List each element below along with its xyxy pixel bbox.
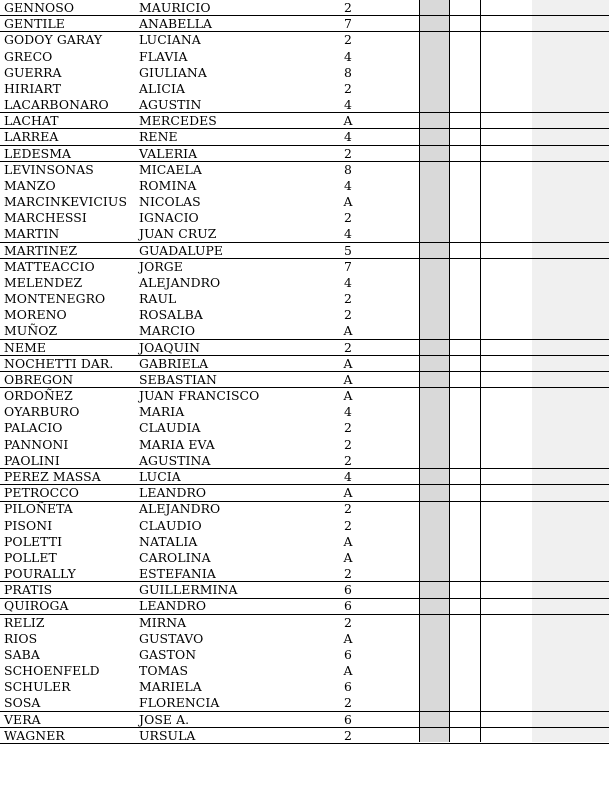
last-name-cell: RIOS	[4, 630, 38, 646]
table-row	[0, 518, 609, 534]
code-cell: 2	[344, 291, 352, 307]
code-cell: A	[343, 533, 353, 549]
last-name-cell: GUERRA	[4, 64, 62, 80]
last-name-cell: POURALLY	[4, 566, 76, 582]
table-row	[0, 226, 609, 242]
table-row	[0, 49, 609, 65]
first-name-cell: CLAUDIA	[139, 420, 201, 436]
first-name-cell: JUAN FRANCISCO	[139, 388, 260, 404]
last-name-cell: PISONI	[4, 517, 53, 533]
last-name-cell: PANNONI	[4, 436, 69, 452]
first-name-cell: JOAQUIN	[139, 339, 201, 355]
row-separator	[0, 743, 609, 744]
row-separator	[0, 614, 609, 615]
table-row	[0, 550, 609, 566]
table-row	[0, 372, 609, 388]
last-name-cell: LEDESMA	[4, 145, 72, 161]
table-row	[0, 307, 609, 323]
first-name-cell: GUSTAVO	[139, 630, 204, 646]
first-name-cell: MICAELA	[139, 161, 202, 177]
last-name-cell: SCHULER	[4, 679, 71, 695]
last-name-cell: MANZO	[4, 177, 56, 193]
table-row	[0, 0, 609, 16]
code-cell: A	[343, 663, 353, 679]
code-cell: A	[343, 355, 353, 371]
code-cell: 4	[344, 129, 352, 145]
code-cell: 2	[344, 517, 352, 533]
first-name-cell: MAURICIO	[139, 0, 211, 15]
code-cell: 8	[344, 161, 352, 177]
row-separator	[0, 112, 609, 113]
table-row	[0, 566, 609, 582]
code-cell: 6	[344, 679, 352, 695]
table-row	[0, 97, 609, 113]
first-name-cell: MARIA EVA	[139, 436, 215, 452]
last-name-cell: QUIROGA	[4, 598, 69, 614]
first-name-cell: GUILLERMINA	[139, 582, 238, 598]
row-separator	[0, 468, 609, 469]
table-row	[0, 16, 609, 32]
code-cell: 4	[344, 48, 352, 64]
last-name-cell: MARCINKEVICIUS	[4, 194, 128, 210]
table-row	[0, 582, 609, 598]
first-name-cell: RAUL	[139, 291, 177, 307]
code-cell: 2	[344, 307, 352, 323]
code-cell: 6	[344, 711, 352, 727]
last-name-cell: GENNOSO	[4, 0, 75, 15]
first-name-cell: MIRNA	[139, 614, 187, 630]
table-row	[0, 65, 609, 81]
last-name-cell: SCHOENFELD	[4, 663, 100, 679]
last-name-cell: GENTILE	[4, 16, 65, 32]
code-cell: A	[343, 388, 353, 404]
last-name-cell: PAOLINI	[4, 452, 60, 468]
first-name-cell: ANABELLA	[139, 16, 213, 32]
last-name-cell: OYARBURO	[4, 404, 80, 420]
code-cell: 2	[344, 501, 352, 517]
last-name-cell: PEREZ MASSA	[4, 468, 101, 484]
table-row	[0, 501, 609, 517]
first-name-cell: LUCIA	[139, 468, 181, 484]
table-row	[0, 679, 609, 695]
last-name-cell: MONTENEGRO	[4, 291, 106, 307]
code-cell: 2	[344, 452, 352, 468]
table-row	[0, 631, 609, 647]
row-separator	[0, 145, 609, 146]
table-row	[0, 388, 609, 404]
table-row	[0, 437, 609, 453]
row-separator	[0, 581, 609, 582]
code-cell: 2	[344, 727, 352, 743]
table-row	[0, 259, 609, 275]
last-name-cell: ORDOÑEZ	[4, 388, 73, 404]
code-cell: 7	[344, 258, 352, 274]
table-row	[0, 32, 609, 48]
first-name-cell: LUCIANA	[139, 32, 201, 48]
first-name-cell: MARIA	[139, 404, 185, 420]
code-cell: 2	[344, 210, 352, 226]
row-separator	[0, 598, 609, 599]
first-name-cell: NATALIA	[139, 533, 198, 549]
table-row	[0, 291, 609, 307]
first-name-cell: JOSE A.	[139, 711, 190, 727]
row-separator	[0, 484, 609, 485]
first-name-cell: LEANDRO	[139, 485, 207, 501]
last-name-cell: VERA	[4, 711, 41, 727]
table-row	[0, 453, 609, 469]
first-name-cell: TOMAS	[139, 663, 189, 679]
table-row	[0, 129, 609, 145]
table-row	[0, 356, 609, 372]
code-cell: 4	[344, 177, 352, 193]
first-name-cell: CAROLINA	[139, 549, 211, 565]
table-row	[0, 323, 609, 339]
code-cell: 2	[344, 614, 352, 630]
first-name-cell: VALERIA	[139, 145, 198, 161]
row-separator	[0, 387, 609, 388]
table-row	[0, 615, 609, 631]
table-row	[0, 663, 609, 679]
row-separator	[0, 501, 609, 502]
first-name-cell: MARIELA	[139, 679, 202, 695]
last-name-cell: NEME	[4, 339, 47, 355]
table-row	[0, 695, 609, 711]
last-name-cell: MUÑOZ	[4, 323, 58, 339]
code-cell: 2	[344, 695, 352, 711]
row-separator	[0, 727, 609, 728]
last-name-cell: OBREGON	[4, 371, 74, 387]
first-name-cell: NICOLAS	[139, 194, 201, 210]
first-name-cell: GIULIANA	[139, 64, 207, 80]
table-row	[0, 534, 609, 550]
row-separator	[0, 161, 609, 162]
table-row	[0, 712, 609, 728]
table-row	[0, 194, 609, 210]
first-name-cell: MERCEDES	[139, 113, 217, 129]
last-name-cell: WAGNER	[4, 727, 65, 743]
row-separator	[0, 242, 609, 243]
table-row	[0, 81, 609, 97]
code-cell: 5	[344, 242, 352, 258]
code-cell: 6	[344, 582, 352, 598]
table-row	[0, 728, 609, 744]
last-name-cell: LACARBONARO	[4, 97, 109, 113]
table-row	[0, 340, 609, 356]
last-name-cell: PRATIS	[4, 582, 53, 598]
table-row	[0, 485, 609, 501]
table-row	[0, 647, 609, 663]
last-name-cell: LACHAT	[4, 113, 59, 129]
code-cell: 2	[344, 436, 352, 452]
last-name-cell: LEVINSONAS	[4, 161, 94, 177]
row-separator	[0, 371, 609, 372]
code-cell: 2	[344, 339, 352, 355]
first-name-cell: SEBASTIAN	[139, 371, 217, 387]
row-separator	[0, 711, 609, 712]
code-cell: 2	[344, 420, 352, 436]
code-cell: A	[343, 371, 353, 387]
last-name-cell: MORENO	[4, 307, 67, 323]
last-name-cell: PETROCCO	[4, 485, 80, 501]
table-row	[0, 243, 609, 259]
code-cell: A	[343, 113, 353, 129]
code-cell: 4	[344, 468, 352, 484]
last-name-cell: GODOY GARAY	[4, 32, 103, 48]
table-row	[0, 420, 609, 436]
first-name-cell: GABRIELA	[139, 355, 209, 371]
code-cell: A	[343, 630, 353, 646]
table-row	[0, 469, 609, 485]
table-row	[0, 146, 609, 162]
table-row	[0, 162, 609, 178]
code-cell: 6	[344, 598, 352, 614]
row-separator	[0, 15, 609, 16]
last-name-cell: MARTIN	[4, 226, 60, 242]
first-name-cell: ALEJANDRO	[139, 274, 221, 290]
code-cell: A	[343, 549, 353, 565]
first-name-cell: GASTON	[139, 646, 197, 662]
code-cell: A	[343, 485, 353, 501]
first-name-cell: CLAUDIO	[139, 517, 202, 533]
table-row	[0, 598, 609, 614]
first-name-cell: FLORENCIA	[139, 695, 220, 711]
first-name-cell: ALICIA	[139, 80, 185, 96]
code-cell: 4	[344, 404, 352, 420]
last-name-cell: HIRIART	[4, 80, 61, 96]
first-name-cell: ESTEFANIA	[139, 566, 216, 582]
last-name-cell: MELENDEZ	[4, 274, 83, 290]
first-name-cell: JUAN CRUZ	[139, 226, 217, 242]
table-row	[0, 210, 609, 226]
row-separator	[0, 258, 609, 259]
code-cell: 4	[344, 97, 352, 113]
code-cell: 4	[344, 274, 352, 290]
last-name-cell: SABA	[4, 646, 40, 662]
row-separator	[0, 31, 609, 32]
code-cell: 2	[344, 80, 352, 96]
code-cell: 2	[344, 32, 352, 48]
code-cell: 4	[344, 226, 352, 242]
first-name-cell: MARCIO	[139, 323, 196, 339]
first-name-cell: LEANDRO	[139, 598, 207, 614]
first-name-cell: ALEJANDRO	[139, 501, 221, 517]
last-name-cell: MARCHESSI	[4, 210, 87, 226]
table-row	[0, 113, 609, 129]
first-name-cell: JORGE	[139, 258, 183, 274]
code-cell: A	[343, 194, 353, 210]
row-separator	[0, 128, 609, 129]
last-name-cell: MATTEACCIO	[4, 258, 95, 274]
first-name-cell: URSULA	[139, 727, 196, 743]
code-cell: 2	[344, 566, 352, 582]
last-name-cell: RELIZ	[4, 614, 45, 630]
first-name-cell: GUADALUPE	[139, 242, 224, 258]
table-row	[0, 404, 609, 420]
last-name-cell: NOCHETTI DAR.	[4, 355, 114, 371]
code-cell: 2	[344, 0, 352, 15]
table-row	[0, 275, 609, 291]
code-cell: 6	[344, 646, 352, 662]
code-cell: 7	[344, 16, 352, 32]
first-name-cell: ROSALBA	[139, 307, 203, 323]
last-name-cell: PALACIO	[4, 420, 63, 436]
first-name-cell: IGNACIO	[139, 210, 199, 226]
first-name-cell: RENE	[139, 129, 178, 145]
code-cell: 8	[344, 64, 352, 80]
last-name-cell: GRECO	[4, 48, 53, 64]
last-name-cell: POLETTI	[4, 533, 63, 549]
table-row	[0, 178, 609, 194]
row-separator	[0, 355, 609, 356]
first-name-cell: ROMINA	[139, 177, 197, 193]
last-name-cell: PILOÑETA	[4, 501, 73, 517]
first-name-cell: FLAVIA	[139, 48, 188, 64]
last-name-cell: POLLET	[4, 549, 57, 565]
first-name-cell: AGUSTIN	[139, 97, 202, 113]
first-name-cell: AGUSTINA	[139, 452, 211, 468]
code-cell: A	[343, 323, 353, 339]
row-separator	[0, 339, 609, 340]
last-name-cell: MARTINEZ	[4, 242, 78, 258]
code-cell: 2	[344, 145, 352, 161]
last-name-cell: LARREA	[4, 129, 59, 145]
last-name-cell: SOSA	[4, 695, 41, 711]
